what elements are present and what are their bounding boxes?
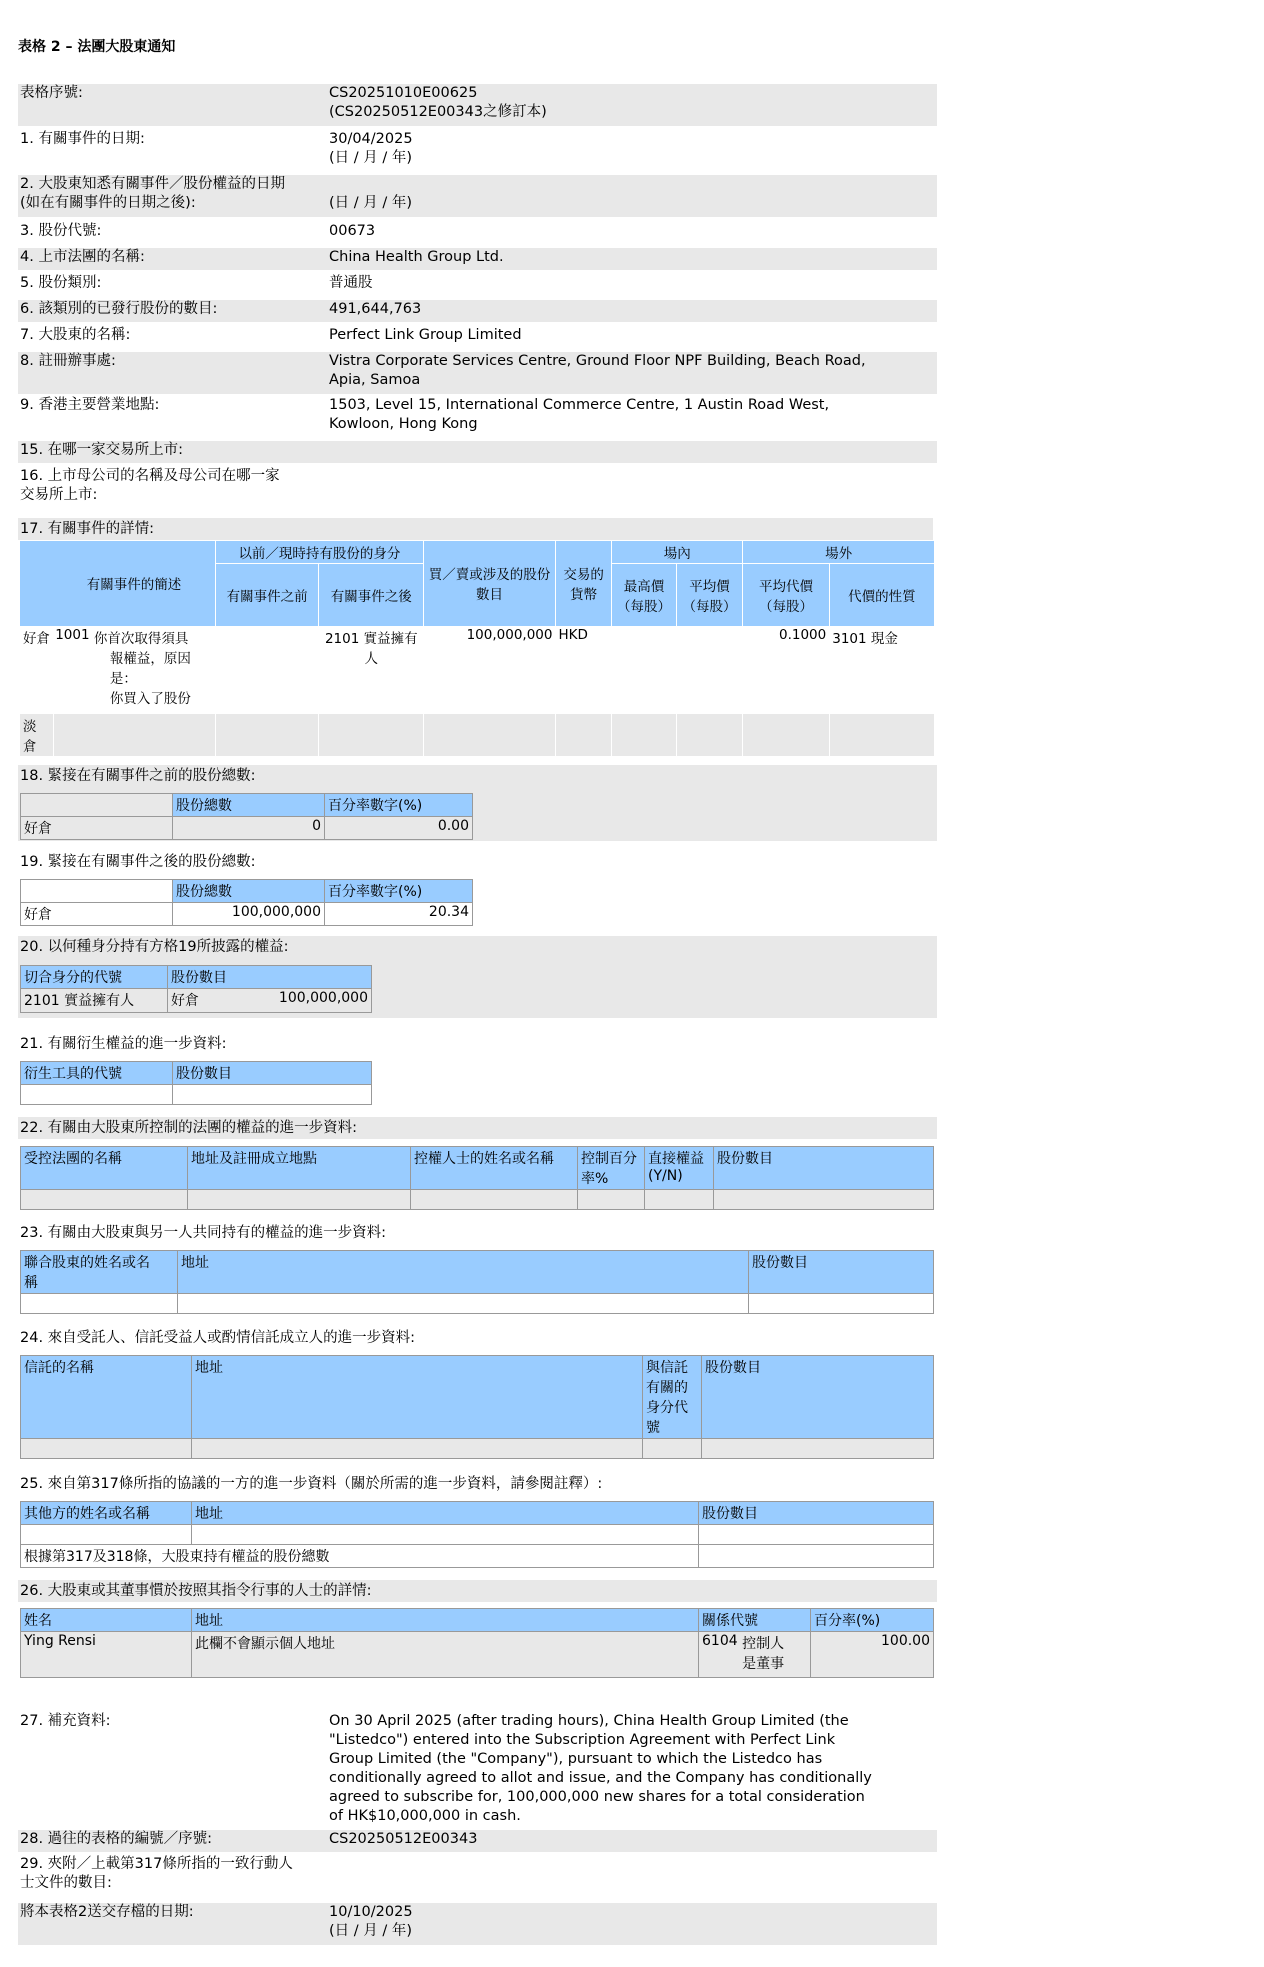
- header-control-pct-2: 率%: [581, 1171, 609, 1187]
- header-event-desc: 有關事件的簡述: [53, 541, 215, 626]
- listed-corp-value: China Health Group Ltd.: [329, 249, 504, 265]
- section-19-label: 19. 緊接在有關事件之後的股份總數:: [20, 854, 256, 870]
- exchange-row: [18, 441, 937, 463]
- event-desc-line-3: 是：: [109, 670, 137, 687]
- supplementary-line-6: of HK$10,000,000 in cash.: [329, 1808, 521, 1824]
- header-derivative-code: 衍生工具的代號: [21, 1062, 173, 1085]
- parent-company-label-2: 交易所上市:: [20, 487, 98, 503]
- registered-office-value: Vistra Corporate Services Centre, Ground Floor NPF Building, Beach Road,: [329, 353, 866, 369]
- header-off-exchange: 場外: [743, 541, 934, 564]
- header-person-percentage: 百分率(%): [811, 1609, 934, 1632]
- before-position: 好倉: [21, 817, 173, 840]
- header-trust-name: 信託的名稱: [21, 1356, 192, 1439]
- avg-consideration-value: 0.1000: [778, 626, 827, 643]
- section-26-label: 26. 大股東或其董事慣於按照其指令行事的人士的詳情:: [18, 1580, 937, 1602]
- event-desc-line-4: 你買入了股份: [109, 690, 191, 707]
- filing-date-format: (日 / 月 / 年): [329, 1923, 413, 1939]
- form-number-row: [18, 84, 937, 126]
- header-relationship-code: 關係代號: [699, 1609, 811, 1632]
- header-before-event: 有關事件之前: [215, 564, 319, 626]
- parent-company-label: 16. 上市母公司的名稱及母公司在哪一家: [20, 468, 280, 484]
- issued-shares-row: [18, 300, 937, 322]
- trust-table: [20, 1355, 934, 1459]
- supplementary-line-4: conditionally agreed to allot and issue, and the Company has conditionally: [329, 1770, 872, 1786]
- person-address-value: 此欄不會顯示個人地址: [192, 1632, 699, 1678]
- header-other-shares: 股份數目: [699, 1502, 934, 1525]
- hk-office-row: [18, 396, 937, 438]
- shares-before-table: [20, 793, 473, 840]
- section-20-label: 20. 以何種身分持有方格19所披露的權益:: [20, 939, 289, 955]
- registered-office-value-2: Apia, Samoa: [329, 372, 421, 388]
- header-joint-holder: 聯合股東的姓名或名: [24, 1255, 150, 1271]
- s317-total-label: 根據第317及318條，大股東持有權益的股份總數: [21, 1545, 699, 1568]
- before-total-shares: 0: [173, 817, 325, 840]
- relationship-line-2: 是董事: [742, 1656, 785, 1672]
- before-percentage: 0.00: [325, 817, 473, 840]
- person-name-value: Ying Rensi: [21, 1632, 192, 1678]
- shareholder-name-value: Perfect Link Group Limited: [329, 327, 522, 343]
- stock-code-label: 3. 股份代號:: [20, 223, 102, 239]
- event-date-format: (日 / 月 / 年): [329, 150, 413, 166]
- concert-docs-row: [18, 1855, 937, 1897]
- header-after-event: 有關事件之後: [319, 564, 424, 626]
- header-capacity-code: 切合身分的代號: [21, 966, 168, 989]
- header-percentage-after: 百分率數字(%): [325, 880, 473, 903]
- after-position: 好倉: [21, 903, 173, 926]
- agreement-party-table: [20, 1501, 934, 1568]
- registered-office-label: 8. 註冊辦事處:: [20, 353, 116, 369]
- header-address-place: 地址及註冊成立地點: [188, 1147, 411, 1190]
- shareholder-name-label: 7. 大股東的名稱:: [20, 327, 131, 343]
- header-controlled-corp: 受控法團的名稱: [21, 1147, 188, 1190]
- header-average-price: 平均價（每股）: [676, 564, 742, 626]
- issued-shares-label: 6. 該類別的已發行股份的數目:: [20, 301, 218, 317]
- header-joint-shares: 股份數目: [749, 1251, 934, 1294]
- long-position-label: 好倉: [23, 630, 50, 647]
- capacity-table: [20, 965, 372, 1013]
- header-total-shares-after: 股份總數: [173, 880, 325, 903]
- shares-after-table: [20, 879, 473, 926]
- relationship-line-1: 控制人: [742, 1636, 785, 1652]
- concert-docs-label: 29. 夾附／上載第317條所指的一致行動人: [20, 1856, 293, 1872]
- listed-corp-label: 4. 上市法團的名稱:: [20, 249, 145, 265]
- after-percentage: 20.34: [325, 903, 473, 926]
- form-number-value: CS20251010E00625: [329, 85, 478, 101]
- header-average-consideration: 平均代價（每股）: [743, 564, 830, 626]
- filing-date-row: [18, 1903, 937, 1945]
- supplementary-line-1: On 30 April 2025 (after trading hours), China Health Group Limited (the: [329, 1713, 849, 1729]
- controlled-corp-table: [20, 1146, 934, 1210]
- exchange-label: 15. 在哪一家交易所上市:: [20, 442, 184, 458]
- header-capacity: 以前／現時持有股份的身分: [215, 541, 423, 564]
- share-class-row: [18, 274, 937, 296]
- header-corp-shares: 股份數目: [714, 1147, 934, 1190]
- shares-involved-value: 100,000,000: [466, 626, 553, 643]
- event-details-table: [20, 541, 934, 756]
- section-23-label: 23. 有關由大股東與另一人共同持有的權益的進一步資料:: [20, 1225, 387, 1241]
- aware-date-format: (日 / 月 / 年): [329, 195, 413, 211]
- aware-date-row: [18, 175, 937, 217]
- short-position-row: [20, 714, 934, 756]
- previous-form-value: CS20250512E00343: [329, 1831, 478, 1847]
- derivatives-table: [20, 1061, 372, 1105]
- form-title: 表格 2 – 法團大股東通知: [18, 39, 176, 55]
- header-trust-capacity-4: 號: [646, 1420, 660, 1436]
- listed-corp-row: [18, 248, 937, 270]
- stock-code-value: 00673: [329, 223, 376, 239]
- header-controller-name: 控權人士的姓名或名稱: [411, 1147, 578, 1190]
- capacity-position: 好倉: [171, 993, 199, 1009]
- issued-shares-value: 491,644,763: [329, 301, 422, 317]
- form-number-label: 表格序號:: [20, 85, 83, 101]
- previous-form-label: 28. 過往的表格的編號／序號:: [20, 1831, 213, 1847]
- section-25-label: 25. 來自第317條所指的協議的一方的進一步資料（關於所需的進一步資料，請參閱註釋）:: [20, 1476, 603, 1492]
- header-shares-involved: 買／賣或涉及的股份數目: [424, 541, 556, 626]
- joint-holder-table: [20, 1250, 934, 1314]
- supplementary-row: [18, 1712, 937, 1828]
- header-control-pct: 控制百分: [581, 1151, 637, 1167]
- previous-form-row: [18, 1830, 937, 1852]
- header-percentage: 百分率數字(%): [325, 794, 473, 817]
- supplementary-line-5: agreed to subscribe for, 100,000,000 new shares for a total consideration: [329, 1789, 865, 1805]
- supplementary-line-2: "Listedco") entered into the Subscription Agreement with Perfect Link: [329, 1732, 836, 1748]
- shareholder-name-row: [18, 326, 937, 348]
- event-date-value: 30/04/2025: [329, 131, 413, 147]
- registered-office-row: [18, 352, 937, 394]
- parent-company-row: [18, 467, 937, 509]
- header-joint-holder-2: 稱: [24, 1275, 38, 1291]
- aware-date-label: 2. 大股東知悉有關事件／股份權益的日期: [20, 176, 285, 192]
- header-nature-consideration: 代價的性質: [829, 564, 934, 626]
- nature-value: 現金: [870, 630, 898, 647]
- header-direct-interest: 直接權益: [648, 1151, 704, 1167]
- section-17-label: 17. 有關事件的詳情:: [18, 518, 933, 540]
- header-trust-capacity-3: 身分代: [646, 1400, 688, 1416]
- event-desc-line-2: 報權益，原因: [109, 650, 191, 667]
- directed-persons-table: [20, 1608, 934, 1678]
- section-18-label: 18. 緊接在有關事件之前的股份總數:: [20, 768, 256, 784]
- capacity-shares-value: 100,000,000: [278, 990, 368, 1006]
- aware-date-label-2: (如在有關事件的日期之後):: [20, 195, 196, 211]
- header-trust-capacity-2: 有關的: [646, 1380, 688, 1396]
- event-date-label: 1. 有關事件的日期:: [20, 131, 145, 147]
- hk-office-value-2: Kowloon, Hong Kong: [329, 416, 478, 432]
- event-desc-line-1: 你首次取得須具: [93, 630, 189, 647]
- header-joint-address: 地址: [178, 1251, 749, 1294]
- form-number-amend: (CS20250512E00343之修訂本): [329, 104, 547, 120]
- header-person-name: 姓名: [21, 1609, 192, 1632]
- header-currency: 交易的貨幣: [555, 541, 611, 626]
- capacity-code-value: 2101 實益擁有人: [21, 989, 168, 1013]
- header-trust-address: 地址: [192, 1356, 643, 1439]
- long-position-row: [20, 626, 934, 714]
- concert-docs-label-2: 士文件的數目:: [20, 1875, 112, 1891]
- share-class-label: 5. 股份類別:: [20, 275, 102, 291]
- event-code: 1001: [55, 626, 90, 643]
- supplementary-line-3: Group Limited (the "Company"), pursuant to which the Listedco has: [329, 1751, 823, 1767]
- relationship-code-value: 6104: [702, 1633, 738, 1649]
- header-number-of-shares: 股份數目: [168, 966, 372, 989]
- header-highest-price: 最高價（每股）: [612, 564, 676, 626]
- header-direct-interest-2: (Y/N): [648, 1168, 683, 1184]
- after-event-capacity: 實益擁有人: [363, 630, 418, 667]
- section-24-label: 24. 來自受託人、信託受益人或酌情信託成立人的進一步資料:: [20, 1330, 416, 1346]
- section-22-label: 22. 有關由大股東所控制的法團的權益的進一步資料:: [18, 1117, 937, 1139]
- header-on-exchange: 場內: [612, 541, 743, 564]
- header-trust-capacity: 與信託: [646, 1360, 688, 1376]
- header-derivative-shares: 股份數目: [173, 1062, 372, 1085]
- after-event-code: 2101: [324, 630, 360, 647]
- filing-date-value: 10/10/2025: [329, 1904, 413, 1920]
- currency-value: HKD: [558, 626, 588, 643]
- header-trust-shares: 股份數目: [702, 1356, 934, 1439]
- person-percentage-value: 100.00: [811, 1632, 934, 1678]
- hk-office-value: 1503, Level 15, International Commerce Centre, 1 Austin Road West,: [329, 397, 830, 413]
- header-total-shares: 股份總數: [173, 794, 325, 817]
- nature-code: 3101: [832, 630, 867, 647]
- filing-date-label: 將本表格2送交存檔的日期:: [20, 1904, 194, 1920]
- hk-office-label: 9. 香港主要營業地點:: [20, 397, 160, 413]
- stock-code-row: [18, 222, 937, 244]
- share-class-value: 普通股: [329, 275, 373, 291]
- after-total-shares: 100,000,000: [173, 903, 325, 926]
- supplementary-label: 27. 補充資料:: [20, 1713, 111, 1729]
- header-other-address: 地址: [192, 1502, 699, 1525]
- event-date-row: [18, 130, 937, 172]
- short-position-label: 淡倉: [20, 714, 53, 756]
- header-person-address: 地址: [192, 1609, 699, 1632]
- section-21-label: 21. 有關衍生權益的進一步資料:: [20, 1036, 227, 1052]
- header-other-party: 其他方的姓名或名稱: [21, 1502, 192, 1525]
